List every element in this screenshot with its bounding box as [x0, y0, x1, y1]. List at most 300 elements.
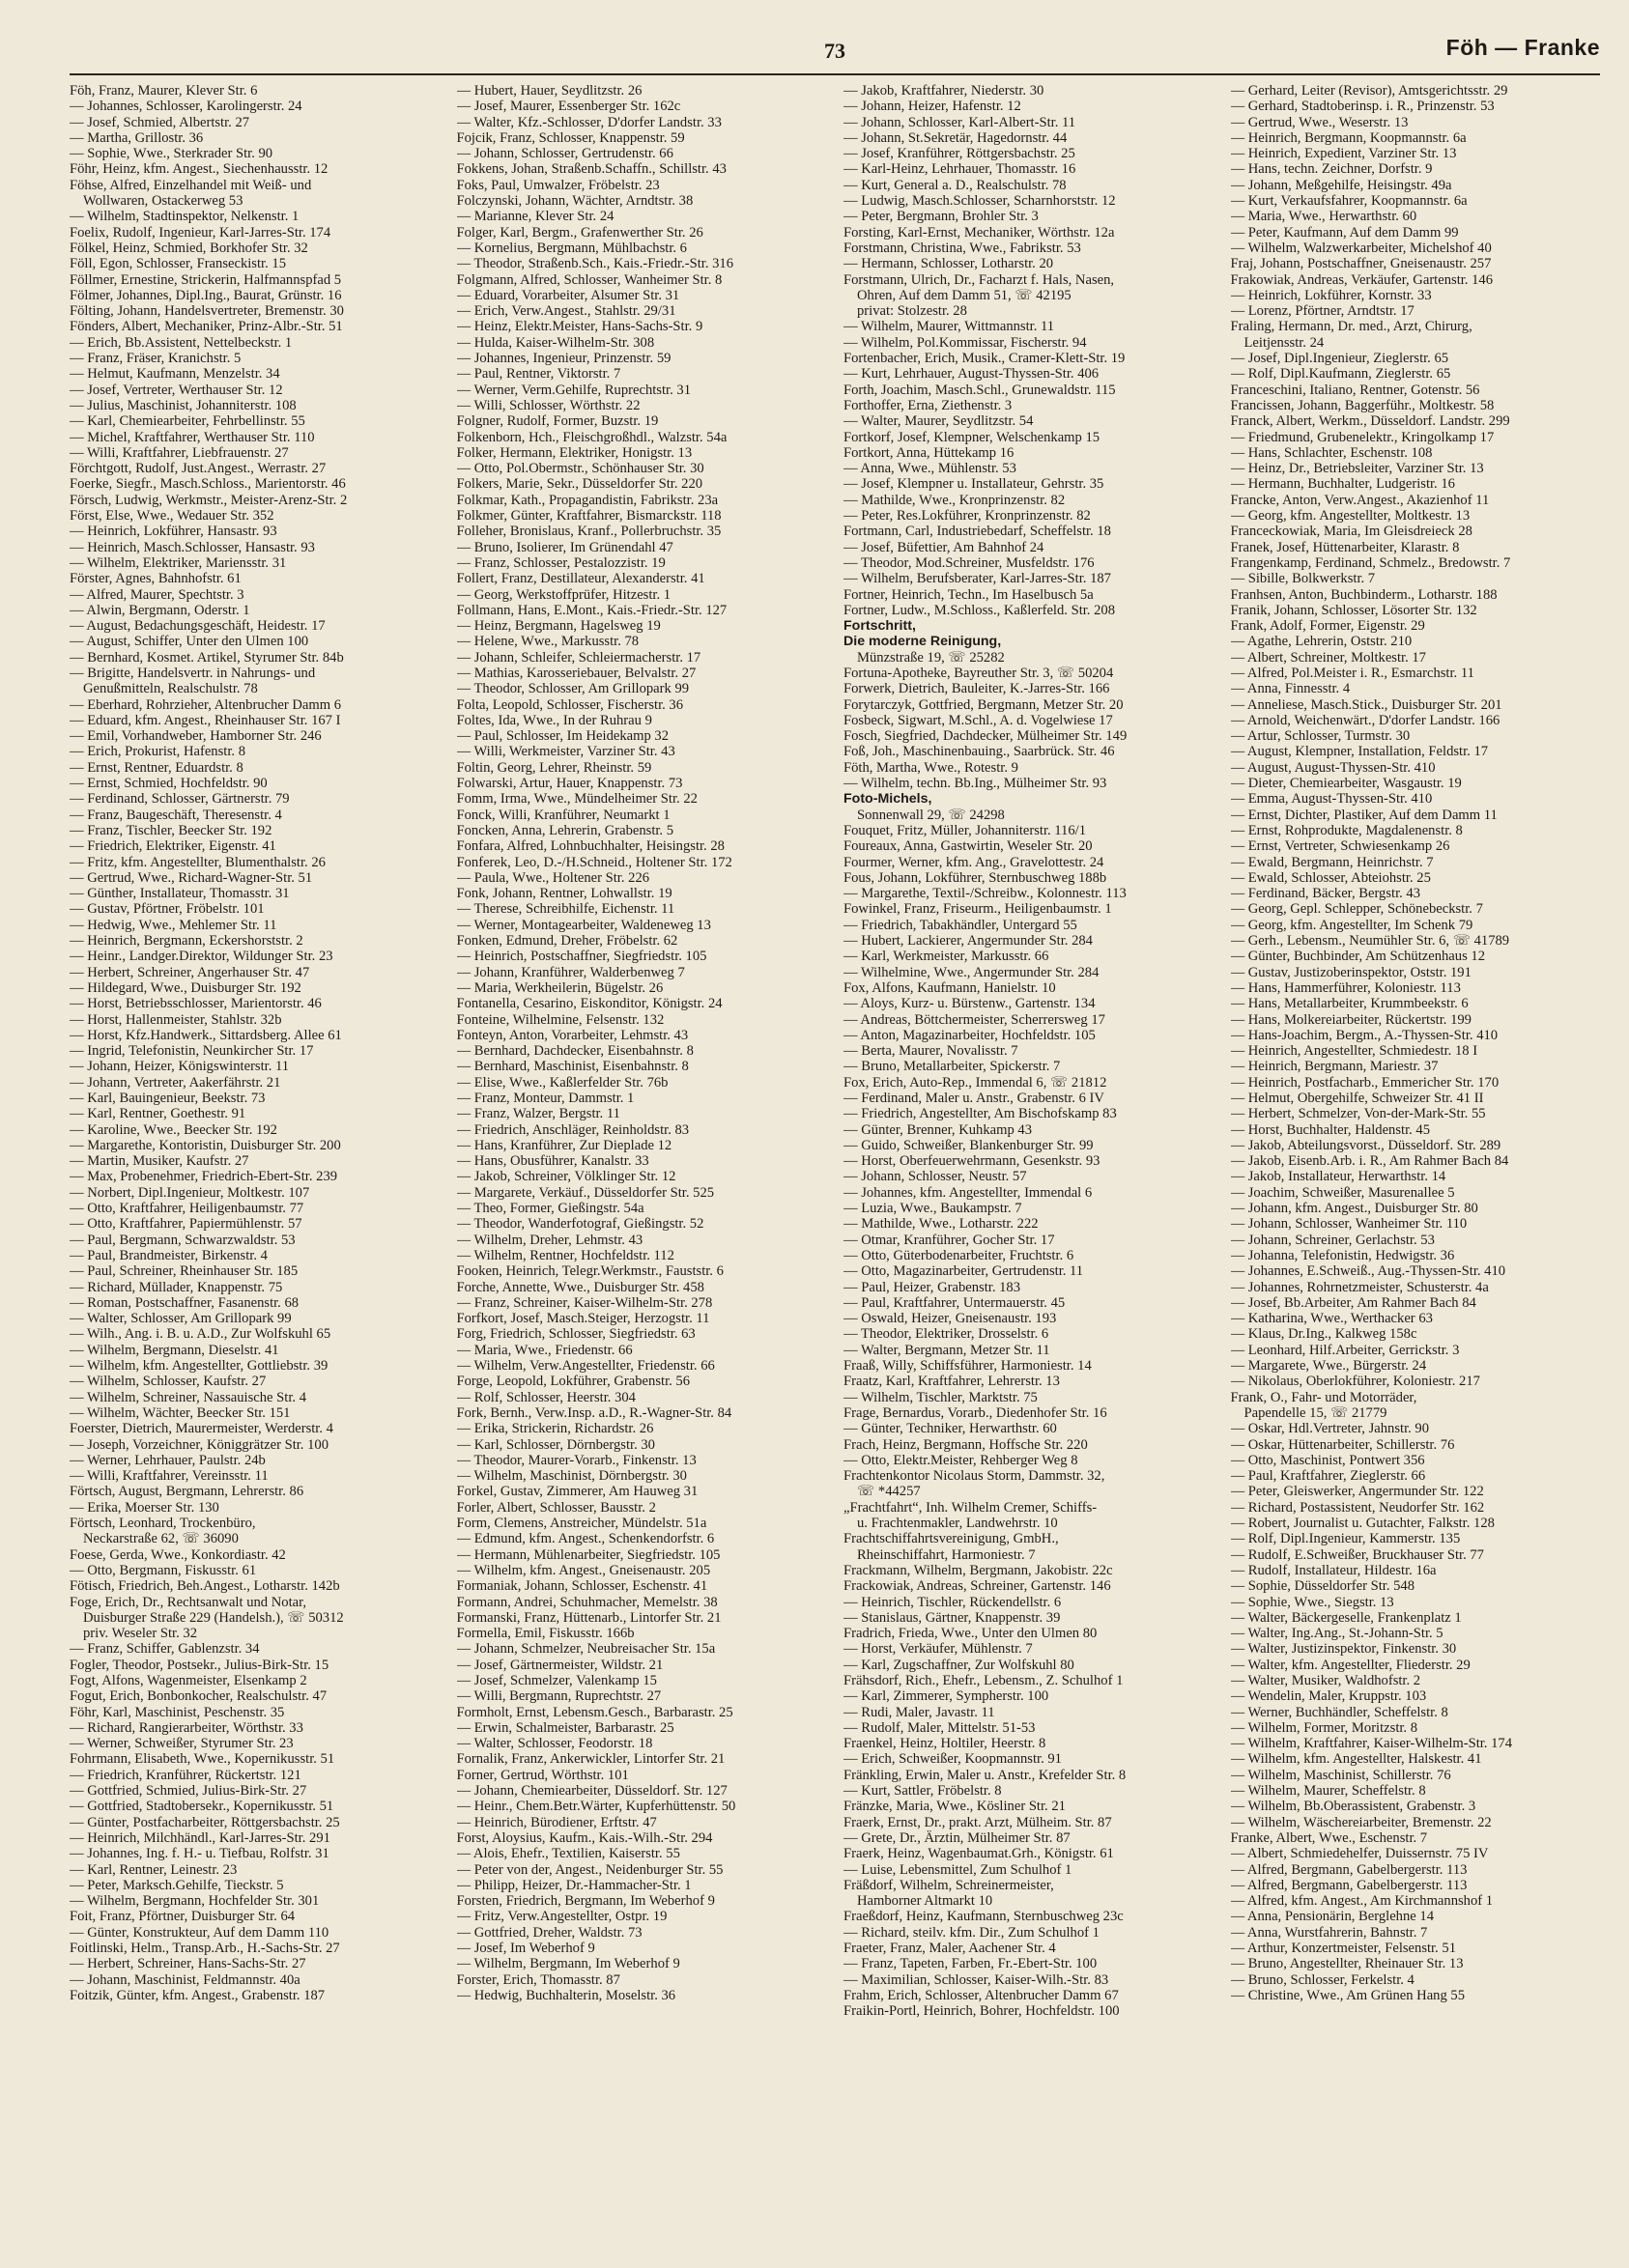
- directory-entry: — Walter, Maurer, Seydlitzstr. 54: [843, 413, 1034, 430]
- page-header: [70, 33, 1600, 68]
- directory-entry: Fortmann, Carl, Industriebedarf, Scheffelstr. 18: [843, 524, 1111, 540]
- directory-entry: Franceschini, Italiano, Rentner, Gotenstr. 56: [1230, 382, 1480, 398]
- directory-entry: Frank, O., Fahr- und Motorräder,: [1230, 1389, 1417, 1405]
- directory-entry: — Josef, Büfettier, Am Bahnhof 24: [843, 539, 1044, 555]
- directory-entry: — Walter, Musiker, Waldhofstr. 2: [1230, 1672, 1421, 1688]
- directory-entry: Frachtschiffahrtsvereinigung, GmbH.,: [843, 1531, 1059, 1547]
- directory-entry: Fonteine, Wilhelmine, Felsenstr. 132: [456, 1011, 665, 1028]
- directory-entry: Fräßdorf, Wilhelm, Schreinermeister,: [843, 1877, 1054, 1893]
- directory-entry: — Paul, Kraftfahrer, Untermauerstr. 45: [843, 1294, 1066, 1311]
- directory-entry: — Franz, Baugeschäft, Theresenstr. 4: [70, 807, 282, 823]
- directory-entry: — Wilhelm, Elektriker, Mariensstr. 31: [70, 554, 287, 571]
- directory-entry: Fojcik, Franz, Schlosser, Knappenstr. 59: [456, 129, 685, 146]
- directory-entry: — Gerh., Lebensm., Neumühler Str. 6, ☏ 41789: [1230, 933, 1510, 950]
- directory-entry: — Werner, Verm.Gehilfe, Ruprechtstr. 31: [456, 382, 691, 398]
- directory-entry: — Willi, Kraftfahrer, Liebfrauenstr. 27: [70, 444, 289, 461]
- directory-entry: Fonfara, Alfred, Lohnbuchhalter, Heisingstr. 28: [456, 838, 725, 855]
- directory-entry: — Gertrud, Wwe., Weserstr. 13: [1230, 114, 1409, 130]
- directory-entry: Föth, Martha, Wwe., Rotestr. 9: [843, 759, 1018, 776]
- directory-entry: — Hildegard, Wwe., Duisburger Str. 192: [70, 979, 301, 996]
- directory-entry: — Johann, Schlosser, Wanheimer Str. 110: [1230, 1216, 1468, 1233]
- directory-entry: — Stanislaus, Gärtner, Knappenstr. 39: [843, 1609, 1061, 1626]
- directory-entry: — Peter, Marksch.Gehilfe, Tieckstr. 5: [70, 1877, 284, 1893]
- directory-entry: — Wilhelm, Maschinist, Schillerstr. 76: [1230, 1767, 1451, 1783]
- directory-entry: Folkmar, Kath., Propagandistin, Fabrikstr. 23a: [456, 492, 719, 508]
- directory-entry: — Karl, Bauingenieur, Beekstr. 73: [70, 1091, 266, 1106]
- directory-entry: — Franz, Fräser, Kranichstr. 5: [70, 351, 242, 367]
- directory-entry: Franke, Albert, Wwe., Eschenstr. 7: [1230, 1829, 1428, 1846]
- directory-entry: — Wilhelm, Kraftfahrer, Kaiser-Wilhelm-Str. 174: [1230, 1736, 1512, 1752]
- directory-entry: — Horst, Betriebsschlosser, Marientorstr. 46: [70, 996, 322, 1012]
- directory-entry: — Ewald, Bergmann, Heinrichstr. 7: [1230, 854, 1434, 870]
- directory-entry: Folta, Leopold, Schlosser, Fischerstr. 36: [456, 696, 684, 713]
- directory-entry: — Friedrich, Kranführer, Rückertstr. 121: [70, 1767, 301, 1783]
- directory-entry: — Heinrich, Lokführer, Kornstr. 33: [1230, 287, 1432, 303]
- directory-entry: — Margarethe, Kontoristin, Duisburger Str. 200: [70, 1137, 341, 1153]
- directory-entry: Münzstraße 19, ☏ 25282: [857, 649, 1005, 666]
- directory-entry: Föllmer, Ernestine, Strickerin, Halfmannspfad 5: [70, 271, 342, 288]
- directory-entry: — Georg, Werkstoffprüfer, Hitzestr. 1: [456, 586, 672, 603]
- directory-entry: — Horst, Kfz.Handwerk., Sittardsberg. Allee 61: [70, 1027, 342, 1043]
- directory-entry: — Karl-Heinz, Lehrhauer, Thomasstr. 16: [843, 161, 1076, 178]
- directory-entry: Fosbeck, Sigwart, M.Schl., A. d. Vogelwiese 17: [843, 712, 1113, 728]
- directory-entry: — Bernhard, Maschinist, Eisenbahnstr. 8: [456, 1059, 689, 1075]
- directory-entry: — Hulda, Kaiser-Wilhelm-Str. 308: [456, 334, 655, 351]
- directory-entry: — Arnold, Weichenwärt., D'dorfer Landstr. 166: [1230, 712, 1500, 728]
- directory-entry: Fortner, Heinrich, Techn., Im Haselbusch 5a: [843, 586, 1094, 603]
- directory-entry: — Wendelin, Maler, Kruppstr. 103: [1230, 1688, 1427, 1705]
- directory-entry: — Franz, Tapeten, Farben, Fr.-Ebert-Str. 100: [843, 1956, 1098, 1972]
- directory-entry: — Rolf, Dipl.Ingenieur, Kammerstr. 135: [1230, 1531, 1461, 1547]
- directory-entry: — Maria, Wwe., Herwarthstr. 60: [1230, 209, 1417, 225]
- directory-entry: — Karl, Schlosser, Dörnbergstr. 30: [456, 1436, 655, 1453]
- directory-entry: — Andreas, Böttchermeister, Scherrersweg 17: [843, 1011, 1105, 1028]
- directory-entry: — Hermann, Schlosser, Lotharstr. 20: [843, 256, 1054, 272]
- directory-entry: — Lorenz, Pförtner, Arndtstr. 17: [1230, 303, 1415, 320]
- directory-entry: — Johann, Schlosser, Gertrudenstr. 66: [456, 146, 673, 162]
- directory-entry: — Willi, Werkmeister, Varziner Str. 43: [456, 744, 675, 760]
- directory-entry: Fraerk, Ernst, Dr., prakt. Arzt, Mülheim. Str. 87: [843, 1814, 1112, 1830]
- directory-entry: Folger, Karl, Bergm., Grafenwerther Str. 26: [456, 224, 703, 241]
- directory-entry: — Maria, Werkheilerin, Bügelstr. 26: [456, 979, 664, 996]
- column-1: [70, 83, 440, 2258]
- directory-entry: Folczynski, Johann, Wächter, Arndtstr. 38: [456, 193, 694, 210]
- directory-entry: — Anna, Pensionärin, Berglehne 14: [1230, 1909, 1434, 1925]
- directory-entry: Förster, Agnes, Bahnhofstr. 61: [70, 571, 242, 587]
- directory-entry: — Hans-Joachim, Bergm., A.-Thyssen-Str. 410: [1230, 1027, 1499, 1043]
- directory-entry: Först, Else, Wwe., Wedauer Str. 352: [70, 508, 274, 524]
- directory-entry: — Wilhelm, Former, Moritzstr. 8: [1230, 1719, 1418, 1736]
- directory-entry: — Bruno, Metallarbeiter, Spickerstr. 7: [843, 1059, 1061, 1075]
- header-rule: [70, 73, 1600, 75]
- directory-entry: Fortner, Ludw., M.Schloss., Kaßlerfeld. Str. 208: [843, 602, 1115, 618]
- directory-entry: — Fritz, Verw.Angestellter, Ostpr. 19: [456, 1909, 668, 1925]
- directory-columns: [70, 83, 1600, 2258]
- directory-entry: — Heinr., Landger.Direktor, Wildunger Str. 23: [70, 949, 333, 965]
- directory-entry: — Heinrich, Milchhändl., Karl-Jarres-Str. 291: [70, 1829, 330, 1846]
- directory-entry: Forster, Erich, Thomasstr. 87: [456, 1971, 620, 1988]
- directory-entry: — Hans, Metallarbeiter, Krummbeekstr. 6: [1230, 996, 1469, 1012]
- directory-entry: Förtsch, Leonhard, Trockenbüro,: [70, 1516, 256, 1532]
- directory-entry: — Heinrich, Bürodiener, Erftstr. 47: [456, 1814, 657, 1830]
- directory-entry: — Ewald, Schlosser, Abteiohstr. 25: [1230, 869, 1431, 886]
- directory-entry: — Katharina, Wwe., Werthacker 63: [1230, 1311, 1433, 1327]
- directory-entry: — Elise, Wwe., Kaßlerfelder Str. 76b: [456, 1074, 669, 1091]
- directory-entry: — Alfred, kfm. Angest., Am Kirchmannshof 1: [1230, 1893, 1494, 1910]
- directory-entry: — Ernst, Schmied, Hochfeldstr. 90: [70, 776, 268, 792]
- page-number: 73: [824, 39, 845, 63]
- directory-entry: Fourmer, Werner, kfm. Ang., Gravelottestr. 24: [843, 854, 1104, 870]
- directory-entry: — Walter, Bergmann, Metzer Str. 11: [843, 1342, 1050, 1358]
- directory-entry: Fortschritt,: [843, 618, 916, 635]
- directory-entry: — Wilhelm, Bergmann, Dieselstr. 41: [70, 1342, 279, 1358]
- directory-entry: — Peter, Gleiswerker, Angermunder Str. 122: [1230, 1484, 1484, 1500]
- directory-entry: Föhr, Karl, Maschinist, Peschenstr. 35: [70, 1704, 285, 1720]
- directory-entry: — Richard, steilv. kfm. Dir., Zum Schulhof 1: [843, 1924, 1100, 1941]
- directory-entry: — Johann, Meßgehilfe, Heisingstr. 49a: [1230, 177, 1452, 193]
- directory-entry: — Therese, Schreibhilfe, Eichenstr. 11: [456, 901, 675, 918]
- directory-entry: — Jakob, Installateur, Herwarthstr. 14: [1230, 1169, 1446, 1185]
- directory-entry: — Heinrich, Bergmann, Koopmannstr. 6a: [1230, 129, 1467, 146]
- directory-entry: Föh, Franz, Maurer, Klever Str. 6: [70, 83, 258, 99]
- directory-entry: — Alfred, Maurer, Spechtstr. 3: [70, 586, 244, 603]
- directory-entry: Foitzik, Günter, kfm. Angest., Grabenstr. 187: [70, 1987, 326, 2003]
- directory-entry: — Wilhelm, kfm. Angest., Gneisenaustr. 205: [456, 1562, 711, 1578]
- directory-entry: — Margarete, Verkäuf., Düsseldorfer Str. 525: [456, 1184, 715, 1201]
- directory-entry: — Wilhelm, techn. Bb.Ing., Mülheimer Str. 93: [843, 776, 1107, 792]
- directory-entry: — Johann, Schreiner, Gerlachstr. 53: [1230, 1232, 1435, 1248]
- directory-entry: Foelix, Rudolf, Ingenieur, Karl-Jarres-Str. 174: [70, 224, 331, 241]
- directory-entry: — Günther, Installateur, Thomasstr. 31: [70, 886, 290, 902]
- directory-entry: Die moderne Reinigung,: [843, 634, 1002, 650]
- directory-entry: — Ferdinand, Maler u. Anstr., Grabenstr. 6 IV: [843, 1091, 1104, 1106]
- directory-entry: Folkmer, Günter, Kraftfahrer, Bismarckstr. 118: [456, 508, 722, 524]
- directory-entry: Fokkens, Johan, Straßenb.Schaffn., Schillstr. 43: [456, 161, 727, 178]
- directory-entry: — Hans, Kranführer, Zur Dieplade 12: [456, 1137, 672, 1153]
- directory-entry: — Johann, kfm. Angest., Duisburger Str. 80: [1230, 1201, 1478, 1217]
- directory-entry: — Rudi, Maler, Javastr. 11: [843, 1704, 995, 1720]
- directory-entry: Francissen, Johann, Baggerführ., Moltkestr. 58: [1230, 397, 1495, 413]
- directory-entry: Sonnenwall 29, ☏ 24298: [857, 807, 1005, 823]
- directory-entry: — Joseph, Vorzeichner, Königgrätzer Str. 100: [70, 1436, 329, 1453]
- directory-entry: — Maria, Wwe., Friedenstr. 66: [456, 1342, 633, 1358]
- directory-entry: — Wilhelm, Maurer, Wittmannstr. 11: [843, 319, 1055, 335]
- directory-entry: — Heinrich, Masch.Schlosser, Hansastr. 93: [70, 539, 315, 555]
- directory-entry: Frakowiak, Andreas, Verkäufer, Gartenstr. 146: [1230, 271, 1493, 288]
- directory-entry: — Wilhelm, Bb.Oberassistent, Grabenstr. 3: [1230, 1799, 1476, 1815]
- directory-entry: — Julius, Maschinist, Johanniterstr. 108: [70, 397, 297, 413]
- directory-entry: Fomm, Irma, Wwe., Mündelheimer Str. 22: [456, 791, 698, 808]
- directory-entry: — Erich, Bb.Assistent, Nettelbeckstr. 1: [70, 334, 293, 351]
- directory-entry: — Georg, kfm. Angestellter, Im Schenk 79: [1230, 917, 1473, 933]
- directory-entry: Foto-Michels,: [843, 791, 932, 808]
- directory-entry: — Karl, Rentner, Leinestr. 23: [70, 1861, 238, 1878]
- directory-entry: — Kurt, Sattler, Fröbelstr. 8: [843, 1783, 1002, 1800]
- directory-entry: — Eduard, kfm. Angest., Rheinhauser Str. 167 I: [70, 712, 341, 728]
- directory-entry: — Max, Probenehmer, Friedrich-Ebert-Str. 239: [70, 1169, 338, 1185]
- directory-entry: Fränkling, Erwin, Maler u. Anstr., Krefelder Str. 8: [843, 1767, 1127, 1783]
- directory-entry: — Ingrid, Telefonistin, Neunkircher Str. 17: [70, 1043, 314, 1060]
- directory-entry: — Werner, Lehrhauer, Paulstr. 24b: [70, 1452, 266, 1468]
- directory-entry: — Werner, Montagearbeiter, Waldeneweg 13: [456, 917, 711, 933]
- directory-entry: — Alfred, Pol.Meister i. R., Esmarchstr. 11: [1230, 665, 1474, 681]
- directory-entry: — Peter, Res.Lokführer, Kronprinzenstr. 82: [843, 508, 1091, 524]
- directory-entry: Foks, Paul, Umwalzer, Fröbelstr. 23: [456, 177, 660, 193]
- directory-entry: Forst, Aloysius, Kaufm., Kais.-Wilh.-Str. 294: [456, 1829, 713, 1846]
- directory-entry: — Horst, Buchhalter, Haldenstr. 45: [1230, 1121, 1431, 1138]
- directory-entry: — Horst, Hallenmeister, Stahlstr. 32b: [70, 1011, 282, 1028]
- directory-entry: Rheinschiffahrt, Harmoniestr. 7: [857, 1546, 1036, 1563]
- directory-entry: Forytarczyk, Gottfried, Bergmann, Metzer Str. 20: [843, 696, 1124, 713]
- directory-entry: — Josef, Vertreter, Werthauser Str. 12: [70, 382, 283, 398]
- directory-entry: privat: Stolzestr. 28: [857, 303, 967, 320]
- directory-entry: — Hans, Obusführer, Kanalstr. 33: [456, 1153, 649, 1170]
- directory-entry: — Alfred, Bergmann, Gabelbergerstr. 113: [1230, 1877, 1468, 1893]
- directory-entry: Frackmann, Wilhelm, Bergmann, Jakobistr. 22c: [843, 1562, 1113, 1578]
- directory-entry: Forner, Gertrud, Wörthstr. 101: [456, 1767, 629, 1783]
- directory-entry: — Bruno, Angestellter, Rheinauer Str. 13: [1230, 1956, 1464, 1972]
- directory-entry: — Wilhelm, Dreher, Lehmstr. 43: [456, 1232, 643, 1248]
- directory-entry: Formann, Andrei, Schuhmacher, Memelstr. 38: [456, 1594, 718, 1610]
- directory-entry: — Hermann, Buchhalter, Ludgeristr. 16: [1230, 476, 1455, 493]
- directory-entry: — Otto, Kraftfahrer, Papiermühlenstr. 57: [70, 1216, 302, 1233]
- directory-entry: — Christine, Wwe., Am Grünen Hang 55: [1230, 1987, 1466, 2003]
- directory-entry: Forstmann, Ulrich, Dr., Facharzt f. Hals, Nasen,: [843, 271, 1115, 288]
- directory-entry: — Peter, Kaufmann, Auf dem Damm 99: [1230, 224, 1459, 241]
- directory-entry: — Otto, Güterbodenarbeiter, Fruchtstr. 6: [843, 1247, 1074, 1263]
- directory-entry: — Wilhelm, kfm. Angestellter, Gottliebstr. 39: [70, 1358, 329, 1375]
- directory-entry: Fortkorf, Josef, Klempner, Welschenkamp 15: [843, 429, 1100, 445]
- directory-entry: Frachtenkontor Nicolaus Storm, Dammstr. 32,: [843, 1468, 1105, 1485]
- directory-entry: — Walter, Schlosser, Feodorstr. 18: [456, 1736, 653, 1752]
- directory-entry: Fonck, Willi, Kranführer, Neumarkt 1: [456, 807, 671, 823]
- directory-entry: — Paul, Kraftfahrer, Zieglerstr. 66: [1230, 1468, 1426, 1485]
- directory-entry: Formanski, Franz, Hüttenarb., Lintorfer Str. 21: [456, 1609, 722, 1626]
- directory-entry: — Fritz, kfm. Angestellter, Blumenthalstr. 26: [70, 854, 326, 870]
- directory-entry: — Klaus, Dr.Ing., Kalkweg 158c: [1230, 1326, 1417, 1343]
- directory-entry: — Wilhelm, Verw.Angestellter, Friedenstr. 66: [456, 1358, 715, 1375]
- directory-entry: — Nikolaus, Oberlokführer, Koloniestr. 217: [1230, 1374, 1480, 1390]
- directory-entry: — Heinz, Bergmann, Hagelsweg 19: [456, 618, 661, 635]
- directory-entry: Folwarski, Artur, Hauer, Knappenstr. 73: [456, 776, 683, 792]
- directory-entry: Folkenborn, Hch., Fleischgroßhdl., Walzstr. 54a: [456, 429, 728, 445]
- directory-entry: Frangenkamp, Ferdinand, Schmelz., Bredowstr. 7: [1230, 554, 1511, 571]
- directory-entry: — Bernhard, Dachdecker, Eisenbahnstr. 8: [456, 1043, 694, 1060]
- directory-entry: — Heinrich, Postfacharb., Emmericher Str. 170: [1230, 1074, 1500, 1091]
- directory-entry: — Wilhelm, Wächter, Beecker Str. 151: [70, 1404, 291, 1421]
- directory-entry: Fölting, Johann, Handelsvertreter, Bremenstr. 30: [70, 303, 344, 320]
- directory-entry: Fönders, Albert, Mechaniker, Prinz-Albr.-Str. 51: [70, 319, 343, 335]
- directory-entry: Foese, Gerda, Wwe., Konkordiastr. 42: [70, 1546, 286, 1563]
- directory-entry: Foerster, Dietrich, Maurermeister, Werderstr. 4: [70, 1421, 333, 1437]
- directory-entry: — Richard, Postassistent, Neudorfer Str. 162: [1230, 1499, 1485, 1516]
- directory-entry: — Heinrich, Expedient, Varziner Str. 13: [1230, 146, 1457, 162]
- directory-entry: — Johann, Vertreter, Aakerfährstr. 21: [70, 1074, 281, 1091]
- directory-entry: — Hans, Molkereiarbeiter, Rückertstr. 199: [1230, 1011, 1472, 1028]
- directory-entry: — Mathilde, Wwe., Lotharstr. 222: [843, 1216, 1039, 1233]
- directory-entry: — Johannes, E.Schweiß., Aug.-Thyssen-Str. 410: [1230, 1263, 1506, 1280]
- directory-entry: — Erich, Schweißer, Koopmannstr. 91: [843, 1751, 1062, 1768]
- directory-entry: — Jakob, Schreiner, Völklinger Str. 12: [456, 1169, 676, 1185]
- directory-entry: — Theodor, Maurer-Vorarb., Finkenstr. 13: [456, 1452, 697, 1468]
- directory-entry: — Georg, Gepl. Schlepper, Schönebeckstr. 7: [1230, 901, 1483, 918]
- directory-entry: — Paul, Schreiner, Rheinhauser Str. 185: [70, 1263, 299, 1280]
- directory-entry: Fogler, Theodor, Postsekr., Julius-Birk-Str. 15: [70, 1657, 329, 1673]
- directory-entry: Franek, Josef, Hüttenarbeiter, Klarastr. 8: [1230, 539, 1460, 555]
- directory-entry: — Günter, Brenner, Kuhkamp 43: [843, 1121, 1032, 1138]
- directory-entry: — Wilhelm, Pol.Kommissar, Fischerstr. 94: [843, 334, 1087, 351]
- directory-entry: Forkel, Gustav, Zimmerer, Am Hauweg 31: [456, 1484, 699, 1500]
- directory-entry: Neckarstraße 62, ☏ 36090: [83, 1531, 239, 1547]
- directory-entry: — Wilh., Ang. i. B. u. A.D., Zur Wolfskuhl 65: [70, 1326, 331, 1343]
- directory-entry: Fohrmann, Elisabeth, Wwe., Kopernikusstr. 51: [70, 1751, 335, 1768]
- directory-entry: Foncken, Anna, Lehrerin, Grabenstr. 5: [456, 822, 674, 838]
- directory-entry: — Anna, Finnesstr. 4: [1230, 681, 1351, 697]
- directory-entry: — Wilhelm, Bergmann, Hochfelder Str. 301: [70, 1893, 320, 1910]
- directory-entry: — Friedmund, Grubenelektr., Kringolkamp 17: [1230, 429, 1495, 445]
- directory-entry: — Franz, Schlosser, Pestalozzistr. 19: [456, 554, 666, 571]
- directory-entry: — Theodor, Schlosser, Am Grillopark 99: [456, 681, 690, 697]
- directory-entry: — Roman, Postschaffner, Fasanenstr. 68: [70, 1294, 300, 1311]
- directory-entry: — Paul, Brandmeister, Birkenstr. 4: [70, 1247, 268, 1263]
- directory-entry: Forler, Albert, Schlosser, Bausstr. 2: [456, 1499, 656, 1516]
- directory-entry: — Karl, Zimmerer, Sympherstr. 100: [843, 1688, 1049, 1705]
- directory-entry: Fontanella, Cesarino, Eiskonditor, Königstr. 24: [456, 996, 723, 1012]
- directory-entry: — Walter, Ing.Ang., St.-Johann-Str. 5: [1230, 1626, 1443, 1642]
- directory-entry: — Peter, Bergmann, Brohler Str. 3: [843, 209, 1039, 225]
- directory-entry: — Rudolf, Maler, Mittelstr. 51-53: [843, 1719, 1036, 1736]
- directory-entry: — Johann, St.Sekretär, Hagedornstr. 44: [843, 129, 1068, 146]
- directory-entry: — Maximilian, Schlosser, Kaiser-Wilh.-Str. 83: [843, 1971, 1109, 1988]
- directory-entry: ☏ *44257: [857, 1484, 921, 1500]
- directory-entry: — Hubert, Lackierer, Angermunder Str. 284: [843, 933, 1093, 950]
- directory-entry: — Gertrud, Wwe., Richard-Wagner-Str. 51: [70, 869, 313, 886]
- directory-entry: — Hedwig, Wwe., Mehlemer Str. 11: [70, 917, 277, 933]
- directory-entry: — Wilhelm, Rentner, Hochfeldstr. 112: [456, 1247, 674, 1263]
- directory-entry: Foge, Erich, Dr., Rechtsanwalt und Notar,: [70, 1594, 307, 1610]
- directory-entry: Formholt, Ernst, Lebensm.Gesch., Barbarastr. 25: [456, 1704, 733, 1720]
- directory-entry: — Günter, Konstrukteur, Auf dem Damm 110: [70, 1924, 329, 1941]
- directory-entry: — Josef, Dipl.Ingenieur, Zieglerstr. 65: [1230, 351, 1449, 367]
- directory-entry: Fork, Bernh., Verw.Insp. a.D., R.-Wagner-Str. 84: [456, 1404, 732, 1421]
- column-3: [843, 83, 1214, 2258]
- directory-entry: — Gottfried, Stadtobersekr., Kopernikusstr. 51: [70, 1799, 334, 1815]
- directory-entry: — Marianne, Klever Str. 24: [456, 209, 614, 225]
- directory-entry: Fraeter, Franz, Maler, Aachener Str. 4: [843, 1941, 1056, 1957]
- directory-entry: — Otto, Elektr.Meister, Rehberger Weg 8: [843, 1452, 1078, 1468]
- directory-entry: — Theo, Former, Gießingstr. 54a: [456, 1201, 644, 1217]
- directory-entry: — Gerhard, Leiter (Revisor), Amtsgerichtsstr. 29: [1230, 83, 1508, 99]
- directory-entry: — Luise, Lebensmittel, Zum Schulhof 1: [843, 1861, 1072, 1878]
- directory-entry: — Horst, Verkäufer, Mühlenstr. 7: [843, 1641, 1033, 1658]
- directory-entry: Fortkort, Anna, Hüttekamp 16: [843, 444, 1015, 461]
- directory-entry: — Johannes, Schlosser, Karolingerstr. 24: [70, 99, 302, 115]
- directory-entry: — Josef, Gärtnermeister, Wildstr. 21: [456, 1657, 664, 1673]
- directory-entry: — Johann, Schlosser, Neustr. 57: [843, 1169, 1027, 1185]
- directory-entry: Foerke, Siegfr., Masch.Schloss., Marientorstr. 46: [70, 476, 346, 493]
- directory-entry: — Karl, Werkmeister, Markusstr. 66: [843, 949, 1049, 965]
- directory-entry: — Otto, Maschinist, Pontwert 356: [1230, 1452, 1425, 1468]
- directory-entry: — Erika, Strickerin, Richardstr. 26: [456, 1421, 654, 1437]
- directory-entry: — Ernst, Dichter, Plastiker, Auf dem Damm 11: [1230, 807, 1498, 823]
- directory-entry: — Georg, kfm. Angestellter, Moltkestr. 13: [1230, 508, 1471, 524]
- directory-entry: — Wilhelm, Maschinist, Dörnbergstr. 30: [456, 1468, 687, 1485]
- directory-entry: — Franz, Schreiner, Kaiser-Wilhelm-Str. 278: [456, 1294, 713, 1311]
- directory-entry: — Wilhelm, Berufsberater, Karl-Jarres-Str. 187: [843, 571, 1111, 587]
- directory-entry: Forth, Joachim, Masch.Schl., Grunewaldstr. 115: [843, 382, 1116, 398]
- directory-entry: Frähsdorf, Rich., Ehefr., Lebensm., Z. Schulhof 1: [843, 1672, 1124, 1688]
- directory-entry: — Wilhelm, Walzwerkarbeiter, Michelshof 40: [1230, 240, 1492, 256]
- directory-entry: Fosch, Siegfried, Dachdecker, Mülheimer Str. 149: [843, 728, 1128, 745]
- directory-entry: — Günter, Postfacharbeiter, Röttgersbachstr. 25: [70, 1814, 340, 1830]
- directory-entry: — Johannes, Rohrnetzmeister, Schusterstr. 4a: [1230, 1279, 1489, 1295]
- directory-entry: Folgner, Rudolf, Former, Buzstr. 19: [456, 413, 659, 430]
- directory-entry: — Guido, Schweißer, Blankenburger Str. 99: [843, 1137, 1094, 1153]
- directory-entry: Duisburger Straße 229 (Handelsh.), ☏ 50312: [83, 1609, 344, 1626]
- directory-entry: — Grete, Dr., Ärztin, Mülheimer Str. 87: [843, 1829, 1071, 1846]
- directory-entry: Fraeßdorf, Heinz, Kaufmann, Sternbuschweg 23c: [843, 1909, 1124, 1925]
- directory-entry: Forg, Friedrich, Schlosser, Siegfriedstr. 63: [456, 1326, 696, 1343]
- directory-entry: Föhse, Alfred, Einzelhandel mit Weiß- und: [70, 177, 312, 193]
- column-2: [457, 83, 827, 2258]
- directory-entry: Folleher, Bronislaus, Kranf., Pollerbruchstr. 35: [456, 524, 722, 540]
- directory-entry: — Werner, Buchhändler, Scheffelstr. 8: [1230, 1704, 1448, 1720]
- directory-entry: Fölmer, Johannes, Dipl.Ing., Baurat, Grünstr. 16: [70, 287, 342, 303]
- directory-entry: — Sophie, Wwe., Sterkrader Str. 90: [70, 146, 273, 162]
- directory-entry: — Ernst, Rentner, Eduardstr. 8: [70, 759, 243, 776]
- directory-entry: Fonteyn, Anton, Vorarbeiter, Lehmstr. 43: [456, 1027, 689, 1043]
- directory-entry: — Rudolf, Installateur, Hildestr. 16a: [1230, 1562, 1437, 1578]
- directory-entry: — Erwin, Schalmeister, Barbarastr. 25: [456, 1719, 674, 1736]
- directory-entry: priv. Weseler Str. 32: [83, 1626, 197, 1642]
- directory-entry: — Helmut, Kaufmann, Menzelstr. 34: [70, 366, 280, 383]
- directory-entry: Genußmitteln, Realschulstr. 78: [83, 681, 258, 697]
- directory-entry: Forfkort, Josef, Masch.Steiger, Herzogstr. 11: [456, 1311, 710, 1327]
- directory-entry: — Wilhelm, Schlosser, Kaufstr. 27: [70, 1374, 267, 1390]
- directory-entry: u. Frachtenmakler, Landwehrstr. 10: [857, 1516, 1058, 1532]
- directory-entry: — Alfred, Bergmann, Gabelbergerstr. 113: [1230, 1861, 1468, 1878]
- directory-entry: — Artur, Schlosser, Turmstr. 30: [1230, 728, 1411, 745]
- directory-entry: — Richard, Rangierarbeiter, Wörthstr. 33: [70, 1719, 303, 1736]
- directory-entry: Francke, Anton, Verw.Angest., Akazienhof 11: [1230, 492, 1490, 508]
- directory-entry: — Otto, Pol.Obermstr., Schönhauser Str. 30: [456, 461, 704, 477]
- directory-entry: — Hermann, Mühlenarbeiter, Siegfriedstr. 105: [456, 1546, 721, 1563]
- directory-entry: — Mathilde, Wwe., Kronprinzenstr. 82: [843, 492, 1066, 508]
- directory-entry: Formaniak, Johann, Schlosser, Eschenstr. 41: [456, 1578, 708, 1595]
- directory-entry: — Emma, August-Thyssen-Str. 410: [1230, 791, 1433, 808]
- directory-entry: — Kurt, General a. D., Realschulstr. 78: [843, 177, 1067, 193]
- directory-entry: Fraerk, Heinz, Wagenbaumat.Grh., Königstr. 61: [843, 1846, 1114, 1862]
- directory-entry: — Kurt, Lehrhauer, August-Thyssen-Str. 406: [843, 366, 1100, 383]
- directory-entry: Fraikin-Portl, Heinrich, Bohrer, Hochfeldstr. 100: [843, 2003, 1120, 2020]
- directory-entry: — Wilhelm, Stadtinspektor, Nelkenstr. 1: [70, 209, 300, 225]
- directory-entry: — Heinrich, Lokführer, Hansastr. 93: [70, 524, 277, 540]
- directory-entry: Fraj, Johann, Postschaffner, Gneisenaustr. 257: [1230, 256, 1492, 272]
- directory-entry: — Otmar, Kranführer, Gocher Str. 17: [843, 1232, 1055, 1248]
- directory-entry: — Johannes, Ing. f. H.- u. Tiefbau, Rolfstr. 31: [70, 1846, 329, 1862]
- directory-entry: — Kurt, Verkaufsfahrer, Koopmannstr. 6a: [1230, 193, 1468, 210]
- directory-entry: Fortenbacher, Erich, Musik., Cramer-Klett-Str. 19: [843, 351, 1126, 367]
- directory-entry: — Josef, Maurer, Essenberger Str. 162c: [456, 99, 681, 115]
- directory-entry: — Johann, Chemiearbeiter, Düsseldorf. Str. 127: [456, 1783, 728, 1800]
- directory-entry: — Oskar, Hdl.Vertreter, Jahnstr. 90: [1230, 1421, 1430, 1437]
- directory-entry: — Horst, Oberfeuerwehrmann, Gesenkstr. 93: [843, 1153, 1100, 1170]
- directory-entry: — Heinr., Chem.Betr.Wärter, Kupferhüttenstr. 50: [456, 1799, 736, 1815]
- directory-entry: — Walter, kfm. Angestellter, Fliederstr. 29: [1230, 1657, 1471, 1673]
- directory-entry: — Johann, Schlosser, Karl-Albert-Str. 11: [843, 114, 1076, 130]
- directory-entry: Fraatz, Karl, Kraftfahrer, Lehrerstr. 13: [843, 1374, 1060, 1390]
- directory-entry: — Alois, Ehefr., Textilien, Kaiserstr. 55: [456, 1846, 680, 1862]
